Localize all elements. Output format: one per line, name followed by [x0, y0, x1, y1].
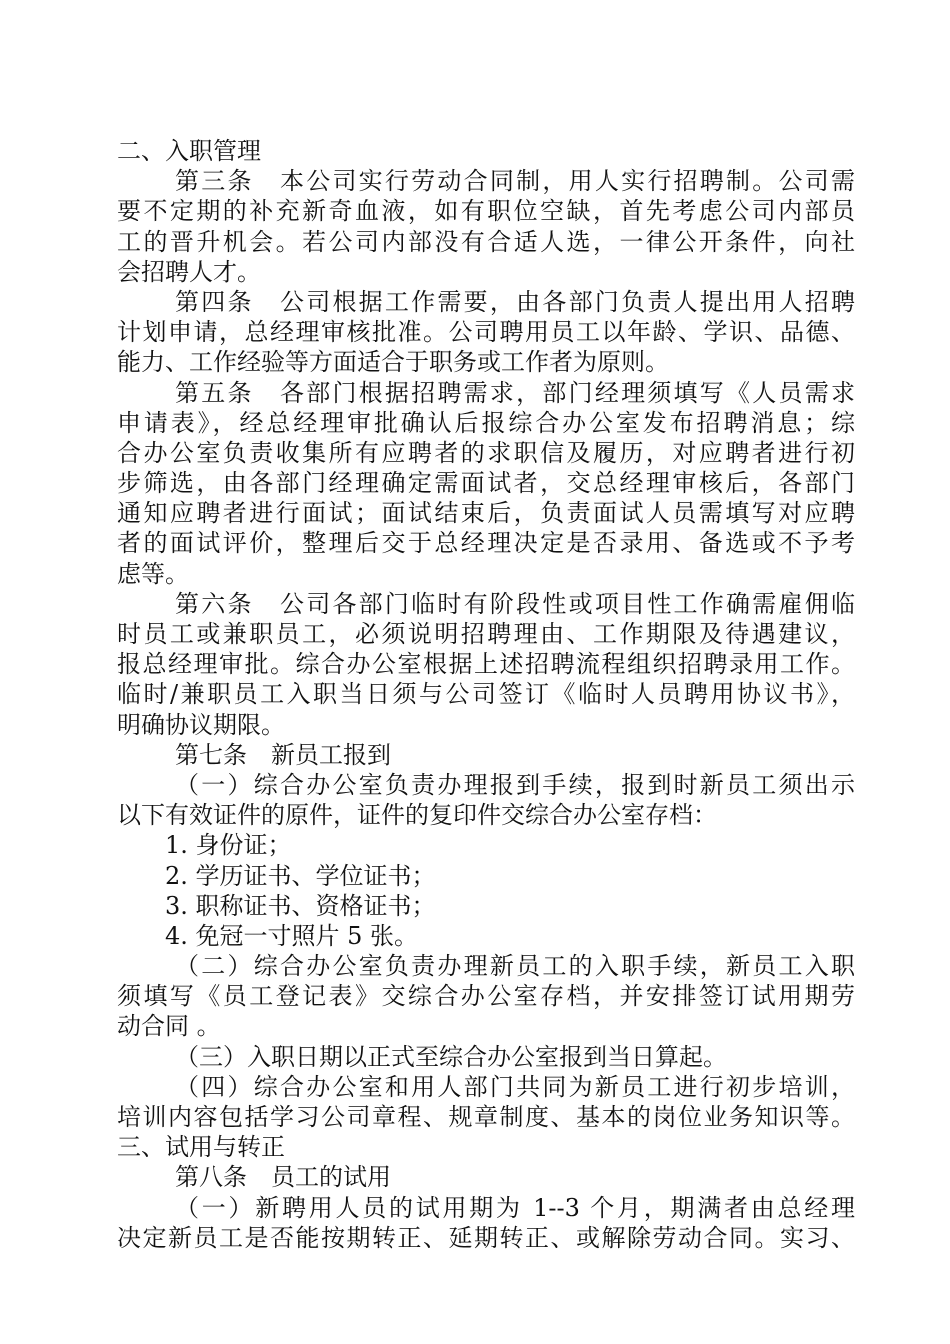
document-page: [117, 136, 855, 1253]
document-line: 第六条 公司各部门临时有阶段性或项目性工作确需雇佣临: [175, 589, 855, 618]
document-line: 4. 免冠一寸照片 5 张。: [165, 921, 419, 950]
document-line: （一）新聘用人员的试用期为 1--3 个月，期满者由总经理: [175, 1193, 855, 1222]
document-line: 第四条 公司根据工作需要，由各部门负责人提出用人招聘: [175, 287, 855, 316]
document-line: 培训内容包括学习公司章程、规章制度、基本的岗位业务知识等。: [117, 1103, 855, 1131]
document-line: 三、试用与转正: [117, 1133, 285, 1162]
document-line: 合办公室负责收集所有应聘者的求职信及履历，对应聘者进行初: [117, 438, 855, 467]
document-line: （三）入职日期以正式至综合办公室报到当日算起。: [175, 1042, 727, 1071]
document-line: 通知应聘者进行面试；面试结束后，负责面试人员需填写对应聘: [117, 499, 855, 528]
document-line: 第八条 员工的试用: [175, 1163, 391, 1192]
document-line: 第五条 各部门根据招聘需求，部门经理须填写《人员需求: [175, 378, 855, 407]
document-line: 以下有效证件的原件，证件的复印件交综合办公室存档：: [117, 801, 717, 830]
document-line: 会招聘人才。: [117, 257, 261, 286]
document-line: （四）综合办公室和用人部门共同为新员工进行初步培训，: [175, 1072, 855, 1101]
document-line: 申请表》，经总经理审批确认后报综合办公室发布招聘消息；综: [117, 408, 855, 437]
document-line: 报总经理审批。综合办公室根据上述招聘流程组织招聘录用工作。: [117, 650, 855, 679]
document-line: （一）综合办公室负责办理报到手续，报到时新员工须出示: [175, 770, 855, 799]
document-line: 2. 学历证书、学位证书；: [165, 861, 436, 890]
document-line: 临时/兼职员工入职当日须与公司签订《临时人员聘用协议书》，: [117, 680, 855, 709]
document-line: 第七条 新员工报到: [175, 740, 391, 769]
document-line: 第三条 本公司实行劳动合同制，用人实行招聘制。公司需: [175, 167, 855, 196]
document-line: 虑等。: [117, 559, 189, 588]
document-line: 工的晋升机会。若公司内部没有合适人选，一律公开条件，向社: [117, 227, 855, 256]
document-line: 者的面试评价，整理后交于总经理决定是否录用、备选或不予考: [117, 529, 855, 558]
document-line: 须填写《员工登记表》交综合办公室存档，并安排签订试用期劳: [117, 982, 855, 1011]
document-line: （二）综合办公室负责办理新员工的入职手续，新员工入职: [175, 952, 855, 981]
document-line: 时员工或兼职员工，必须说明招聘理由、工作期限及待遇建议，: [117, 620, 855, 648]
document-line: 能力、工作经验等方面适合于职务或工作者为原则。: [117, 348, 669, 377]
document-line: 二、入职管理: [117, 137, 261, 165]
document-line: 动合同 。: [117, 1012, 221, 1041]
document-line: 计划申请，总经理审核批准。公司聘用员工以年龄、学识、品德、: [117, 318, 855, 347]
document-line: 要不定期的补充新奇血液，如有职位空缺，首先考虑公司内部员: [117, 197, 855, 226]
document-line: 决定新员工是否能按期转正、延期转正、或解除劳动合同。实习、: [117, 1223, 855, 1252]
document-line: 明确协议期限。: [117, 710, 285, 739]
document-line: 步筛选，由各部门经理确定需面试者，交总经理审核后，各部门: [117, 469, 855, 498]
document-line: 1. 身份证；: [165, 831, 292, 860]
document-line: 3. 职称证书、资格证书；: [165, 891, 436, 920]
